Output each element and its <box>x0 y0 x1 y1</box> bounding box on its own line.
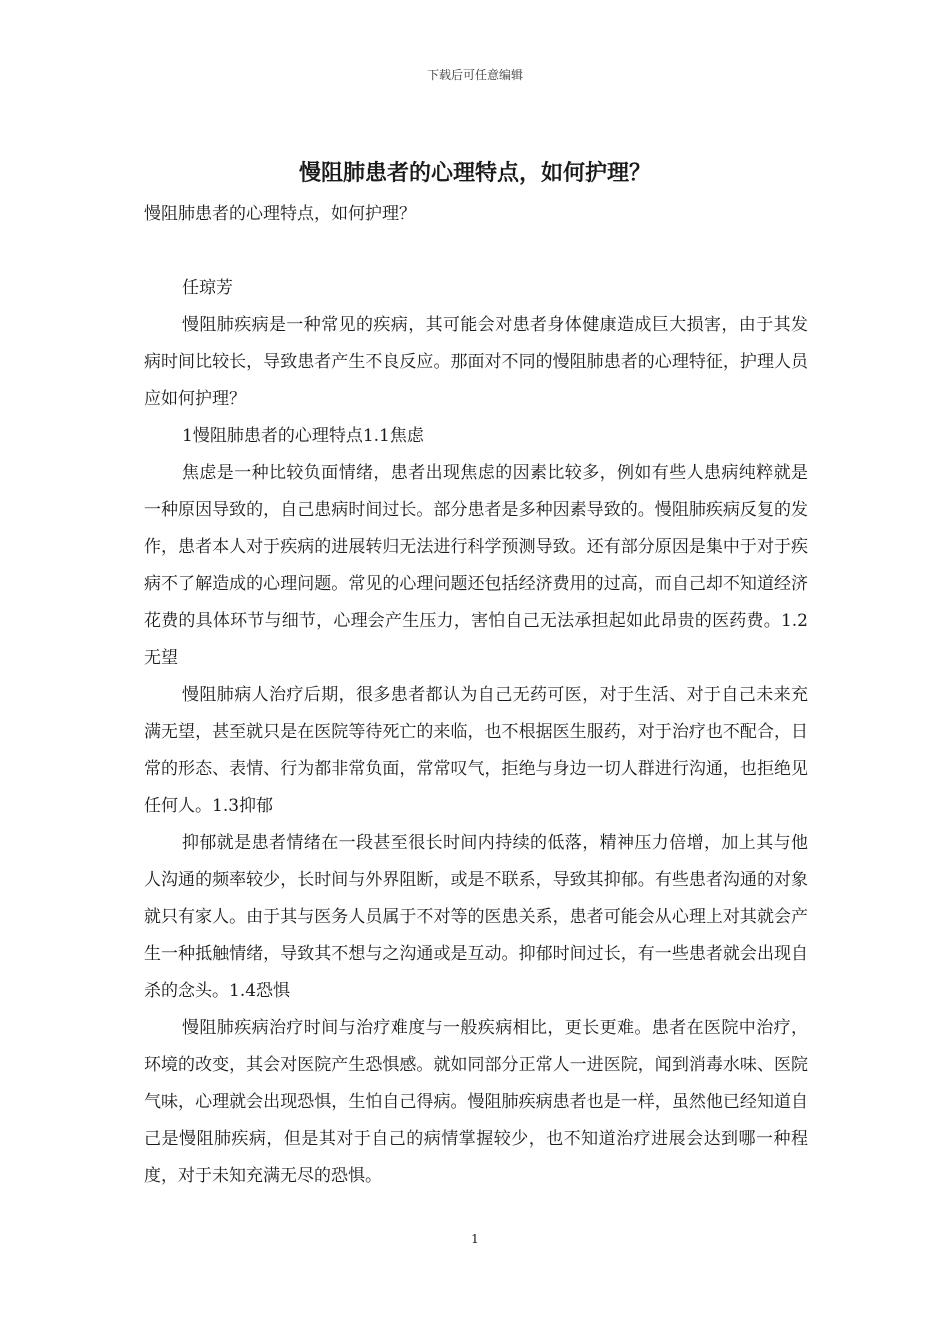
author: 任琼芳 <box>182 278 233 298</box>
paragraph-intro: 慢阻肺疾病是一种常见的疾病，其可能会对患者身体健康造成巨大损害，由于其发病时间比较长，导致患者产生不良反应。那面对不同的慢阻肺患者的心理特征，护理人员应如何护理？ <box>144 315 808 409</box>
section-heading: 1慢阻肺患者的心理特点1.1焦虑 <box>182 426 424 446</box>
paragraph-hopelessness: 慢阻肺病人治疗后期，很多患者都认为自己无药可医，对于生活、对于自己未来充满无望，甚至就只是在医院等待死亡的来临，也不根据医生服药，对于治疗也不配合，日常的形态、表情、行为都非常负面，常常叹气，拒绝与身边一切人群进行沟通，也拒绝见任何人。1.3抑郁 <box>144 685 808 816</box>
document-title: 慢阻肺患者的心理特点，如何护理？ <box>298 161 651 186</box>
page-number: 1 <box>471 1232 479 1246</box>
paragraph-fear: 慢阻肺疾病治疗时间与治疗难度与一般疾病相比，更长更难。患者在医院中治疗，环境的改变，其会对医院产生恐惧感。就如同部分正常人一进医院，闻到消毒水味、医院气味，心理就会出现恐惧，生怕自己得病。慢阻肺疾病患者也是一样，虽然他已经知道自己是慢阻肺疾病，但是其对于自己的病情掌握较少，也不知道治疗进展会达到哪一种程度，对于未知充满无尽的恐惧。 <box>144 1018 808 1186</box>
paragraph-anxiety: 焦虑是一种比较负面情绪，患者出现焦虑的因素比较多，例如有些人患病纯粹就是一种原因导致的，自己患病时间过长。部分患者是多种因素导致的。慢阻肺疾病反复的发作，患者本人对于疾病的进展转归无法进行科学预测导致。还有部分原因是集中于对于疾病不了解造成的心理问题。常见的心理问题还包括经济费用的过高，而自己却不知道经济花费的具体环节与细节，心理会产生压力，害怕自己无法承担起如此昂贵的医药费。1.2无望 <box>144 463 808 668</box>
document-body <box>144 196 808 1195</box>
paragraph-depression: 抑郁就是患者情绪在一段甚至很长时间内持续的低落，精神压力倍增，加上其与他人沟通的频率较少，长时间与外界阻断，或是不联系，导致其抑郁。有些患者沟通的对象就只有家人。由于其与医务人员属于不对等的医患关系，患者可能会从心理上对其就会产生一种抵触情绪，导致其不想与之沟通或是互动。抑郁时间过长，有一些患者就会出现自杀的念头。1.4恐惧 <box>144 833 808 1001</box>
header-note: 下载后可任意编辑 <box>426 68 523 82</box>
subtitle: 慢阻肺患者的心理特点，如何护理？ <box>144 204 416 224</box>
blank-line <box>144 233 808 270</box>
